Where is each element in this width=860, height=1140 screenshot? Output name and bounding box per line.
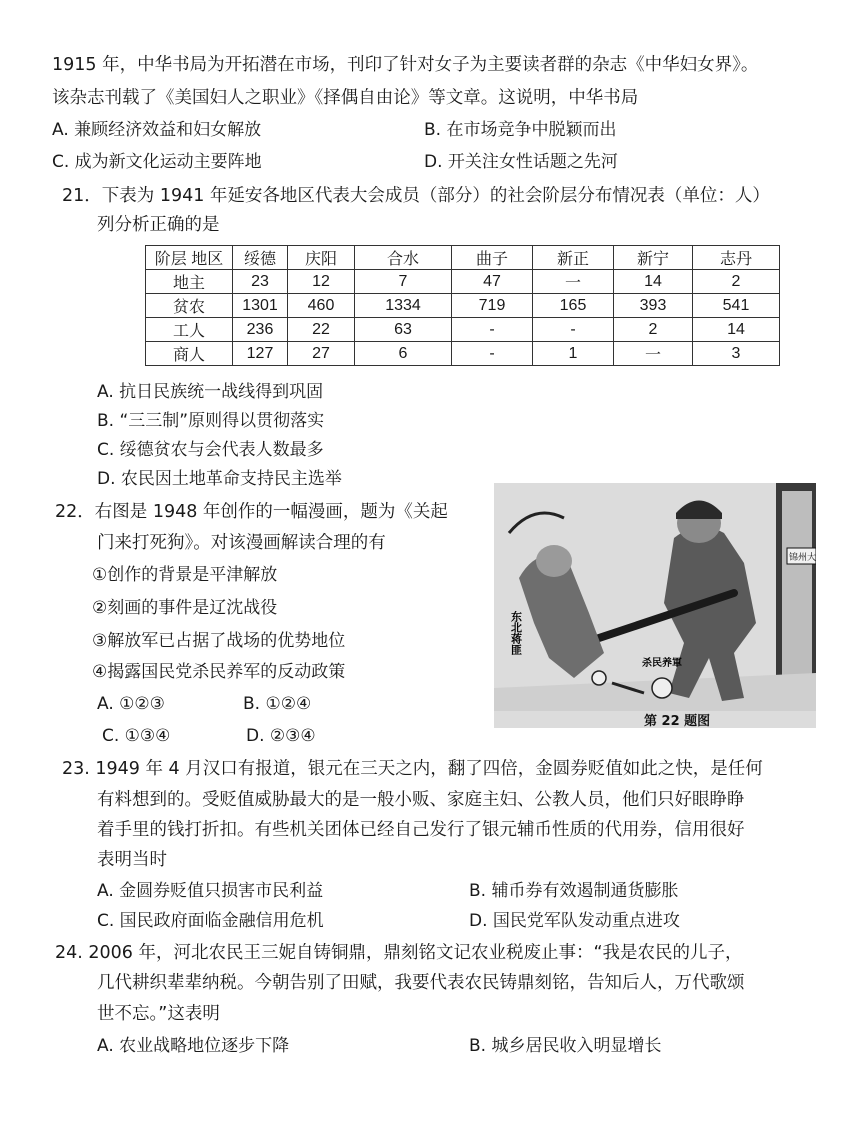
table-cell: 22 — [288, 318, 355, 342]
q23-stem-line1: 23. 1949 年 4 月汉口有报道，银元在三天之内，翻了四倍，金圆券贬值如此之快，是任何 — [62, 759, 763, 779]
q22-option-c: C. ①③④ — [102, 726, 171, 746]
q23-stem-line2: 有料想到的。受贬值威胁最大的是一般小贩、家庭主妇、公教人员，他们只好眼睁睁 — [97, 790, 745, 810]
q22-statement-1: ①创作的背景是平津解放 — [92, 565, 278, 585]
q21-option-d: D. 农民因土地革命支持民主选举 — [97, 469, 342, 489]
skull — [592, 671, 606, 685]
table-cell: 719 — [452, 294, 533, 318]
enemy-head — [536, 545, 572, 577]
skull — [652, 678, 672, 698]
table-cell: 14 — [614, 270, 693, 294]
q21-stem-line2: 列分析正确的是 — [97, 215, 220, 235]
q20-stem-line1: 1915 年，中华书局为开拓潜在市场，刊印了针对女子为主要读者群的杂志《中华妇女界》。 — [52, 55, 759, 75]
q23-option-c: C. 国民政府面临金融信用危机 — [97, 911, 324, 931]
q24-stem-line2: 几代耕织辈辈纳税。今朝告别了田赋，我要代表农民铸鼎刻铭，告知后人，万代歌颂 — [97, 973, 745, 993]
table-column-header: 新宁 — [614, 246, 693, 270]
table-cell: 236 — [233, 318, 288, 342]
table-cell: 1301 — [233, 294, 288, 318]
table-cell: 2 — [693, 270, 780, 294]
q20-option-c: C. 成为新文化运动主要阵地 — [52, 152, 262, 172]
q20-option-a: A. 兼顾经济效益和妇女解放 — [52, 120, 262, 140]
table-cell: 47 — [452, 270, 533, 294]
table-column-header: 合水 — [355, 246, 452, 270]
table-cell: 一 — [533, 270, 614, 294]
table-cell: 2 — [614, 318, 693, 342]
enemy-label-text: 东北蒋匪 — [509, 611, 523, 655]
table-cell: 6 — [355, 342, 452, 366]
q22-option-d: D. ②③④ — [246, 726, 316, 746]
table-cell: 127 — [233, 342, 288, 366]
bones-label: 杀民养軍 — [642, 658, 682, 669]
table-column-header: 志丹 — [693, 246, 780, 270]
q22-statement-3: ③解放军已占据了战场的优势地位 — [92, 631, 346, 651]
table-row — [146, 270, 780, 294]
q21-option-a: A. 抗日民族统一战线得到巩固 — [97, 382, 324, 402]
q24-option-b: B. 城乡居民收入明显增长 — [469, 1036, 662, 1056]
table-row-header: 工人 — [146, 318, 233, 342]
table-cell: 一 — [614, 342, 693, 366]
table-row — [146, 318, 780, 342]
q21-stem-line1: 21．下表为 1941 年延安各地区代表大会成员（部分）的社会阶层分布情况表（单位：人） — [62, 186, 770, 206]
q22-option-b: B. ①②④ — [243, 694, 312, 714]
figure-caption: 第 22 题图 — [644, 714, 711, 728]
table-header-row — [146, 246, 780, 270]
q22-option-a: A. ①②③ — [97, 694, 165, 714]
table-cell: 165 — [533, 294, 614, 318]
q23-stem-line4: 表明当时 — [97, 850, 167, 870]
table-cell: 393 — [614, 294, 693, 318]
q24-stem-line3: 世不忘。”这表明 — [97, 1004, 220, 1024]
table-row — [146, 294, 780, 318]
q21-option-b: B. “三三制”原则得以贯彻落实 — [97, 411, 325, 431]
q22-stem-line2: 门来打死狗》。对该漫画解读合理的有 — [97, 533, 386, 553]
table-cell: 3 — [693, 342, 780, 366]
cartoon-figure — [494, 483, 816, 728]
enemy-label — [510, 610, 523, 656]
table-row-header: 商人 — [146, 342, 233, 366]
table-corner-cell: 阶层 地区 — [146, 246, 233, 270]
table-row-header: 贫农 — [146, 294, 233, 318]
door-sign-label: 锦州大 — [789, 553, 816, 563]
q23-option-d: D. 国民党军队发动重点进攻 — [469, 911, 680, 931]
table-cell: 541 — [693, 294, 780, 318]
q22-statement-4: ④揭露国民党杀民养军的反动政策 — [92, 662, 346, 682]
table-cell: 460 — [288, 294, 355, 318]
table-cell: - — [452, 318, 533, 342]
q23-stem-line3: 着手里的钱打折扣。有些机关团体已经自己发行了银元辅币性质的代用券，信用很好 — [97, 820, 745, 840]
q20-option-d: D. 开关注女性话题之先河 — [424, 152, 618, 172]
table-cell: 7 — [355, 270, 452, 294]
table-cell: - — [452, 342, 533, 366]
table-column-header: 庆阳 — [288, 246, 355, 270]
table-column-header: 曲子 — [452, 246, 533, 270]
q23-option-a: A. 金圆券贬值只损害市民利益 — [97, 881, 324, 901]
table-cell: 14 — [693, 318, 780, 342]
q24-option-a: A. 农业战略地位逐步下降 — [97, 1036, 290, 1056]
q20-stem-line2: 该杂志刊载了《美国妇人之职业》《择偶自由论》等文章。这说明，中华书局 — [52, 88, 639, 108]
table-column-header: 新正 — [533, 246, 614, 270]
q24-stem-line1: 24. 2006 年，河北农民王三妮自铸铜鼎，鼎刻铭文记农业税废止事：“我是农民的儿子， — [55, 943, 743, 963]
q22-stem-line1: 22．右图是 1948 年创作的一幅漫画，题为《关起 — [55, 502, 448, 522]
table-cell: 27 — [288, 342, 355, 366]
table-cell: 63 — [355, 318, 452, 342]
q21-option-c: C. 绥德贫农与会代表人数最多 — [97, 440, 324, 460]
table-column-header: 绥德 — [233, 246, 288, 270]
table-row — [146, 342, 780, 366]
table-cell: 12 — [288, 270, 355, 294]
q20-option-b: B. 在市场竞争中脱颖而出 — [424, 120, 617, 140]
q22-statement-2: ②刻画的事件是辽沈战役 — [92, 598, 278, 618]
table-cell: 1 — [533, 342, 614, 366]
q23-option-b: B. 辅币券有效遏制通货膨胀 — [469, 881, 679, 901]
table-cell: 1334 — [355, 294, 452, 318]
q21-data-table — [145, 245, 780, 366]
table-row-header: 地主 — [146, 270, 233, 294]
table-cell: - — [533, 318, 614, 342]
table-cell: 23 — [233, 270, 288, 294]
